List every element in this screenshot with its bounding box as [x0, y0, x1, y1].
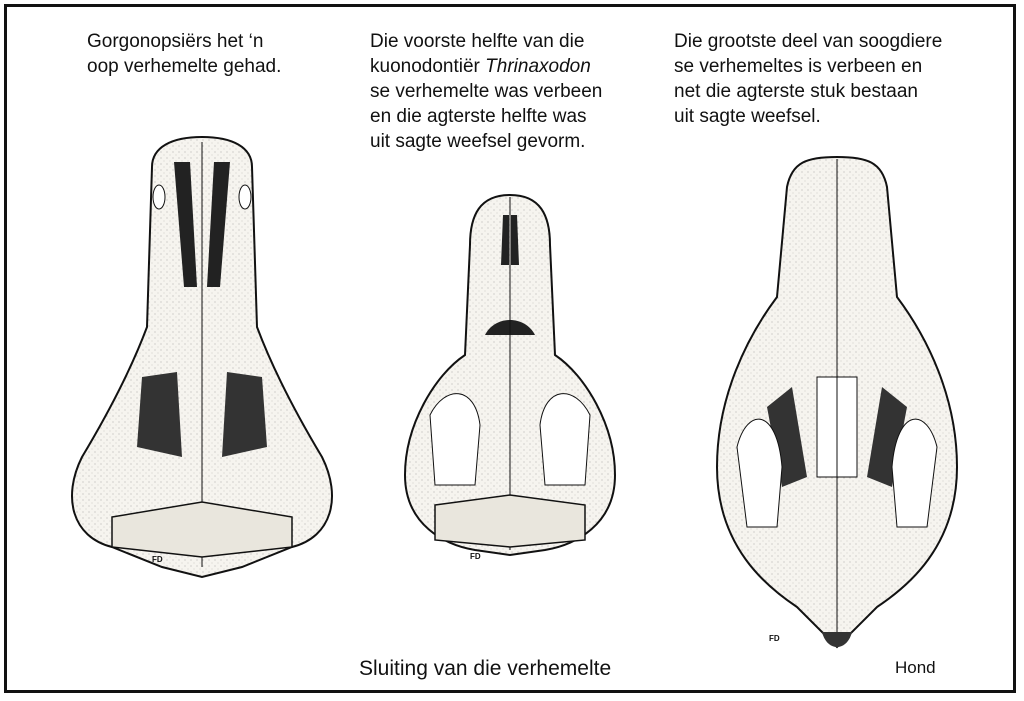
- caption-mammal: [674, 29, 942, 129]
- figure-title: Sluiting van die verhemelte: [359, 657, 612, 680]
- caption-line: Die grootste deel van soogdiere: [674, 31, 943, 52]
- gorgonopsid-skull-drawing: [52, 127, 352, 587]
- thrinaxodon-skull-drawing: [385, 185, 635, 565]
- caption-line: oop verhemelte gehad.: [87, 56, 282, 77]
- artist-signature: FD: [470, 552, 481, 561]
- dog-skull-drawing: [687, 147, 987, 667]
- artist-signature: FD: [769, 634, 780, 643]
- artist-signature: FD: [152, 555, 163, 564]
- dog-label: Hond: [895, 658, 936, 677]
- caption-gorgonopsid: [87, 29, 281, 79]
- figure-frame: [4, 4, 1016, 693]
- caption-line: [370, 54, 602, 79]
- caption-line: uit sagte weefsel.: [674, 106, 821, 127]
- caption-line: net die agterste stuk bestaan: [674, 81, 918, 102]
- caption-line: se verhemelte was verbeen: [370, 81, 603, 102]
- species-name: Thrinaxodon: [485, 56, 591, 77]
- caption-line: en die agterste helfte was: [370, 106, 587, 127]
- caption-line: Gorgonopsiërs het ‘n: [87, 31, 264, 52]
- caption-line: Die voorste helfte van die: [370, 31, 585, 52]
- caption-line: uit sagte weefsel gevorm.: [370, 131, 586, 152]
- caption-cynodont: [370, 29, 602, 154]
- caption-line: se verhemeltes is verbeen en: [674, 56, 923, 77]
- caption-text: kuonodontiër: [370, 56, 486, 77]
